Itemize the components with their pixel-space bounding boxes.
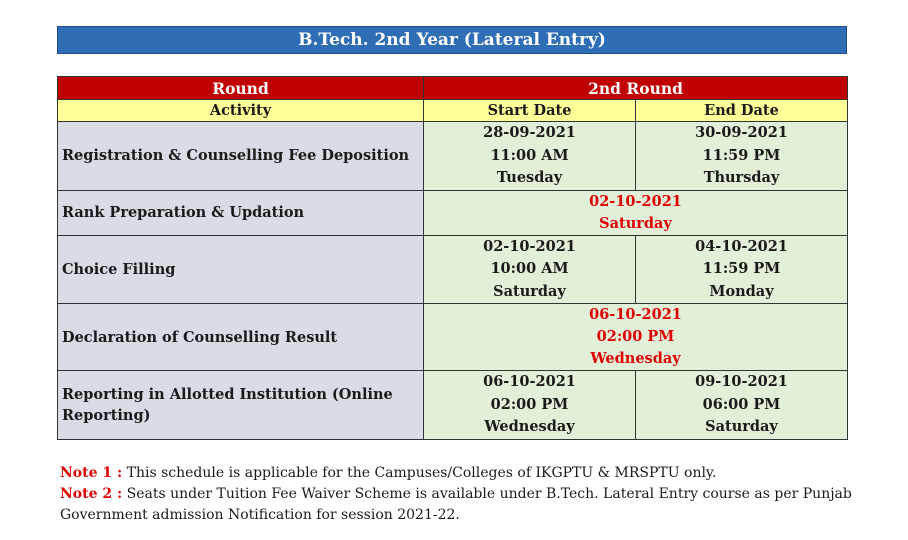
end-date: 30-09-2021	[695, 124, 788, 141]
start-date: 06-10-2021	[483, 373, 576, 390]
start-date: 28-09-2021	[483, 124, 576, 141]
end-day: Saturday	[705, 418, 778, 435]
merged-day: Saturday	[599, 214, 672, 232]
merged-day: Wednesday	[590, 350, 681, 367]
table-row	[58, 235, 848, 304]
end-time: 06:00 PM	[702, 395, 781, 413]
end-date: 09-10-2021	[695, 373, 788, 390]
end-time: 11:59 PM	[702, 260, 781, 277]
end-date-cell	[636, 122, 848, 191]
activity-header: Activity	[58, 100, 424, 122]
merged-time: 02:00 PM	[596, 328, 675, 345]
end-date: 04-10-2021	[695, 237, 788, 255]
round-header-row	[58, 77, 848, 100]
column-header-row	[58, 100, 848, 122]
start-date-cell	[424, 371, 636, 440]
schedule-table	[57, 76, 848, 440]
start-date-cell	[424, 235, 636, 304]
merged-date: 02-10-2021	[589, 192, 682, 210]
start-time: 02:00 PM	[490, 395, 569, 413]
activity-cell: Reporting in Allotted Institution (Online Reporting)	[58, 371, 424, 440]
activity-cell: Registration & Counselling Fee Deposition	[58, 122, 424, 191]
merged-date: 06-10-2021	[589, 306, 682, 323]
activity-cell: Rank Preparation & Updation	[58, 190, 424, 235]
start-date-header: Start Date	[424, 100, 636, 122]
end-day: Monday	[709, 282, 774, 300]
note-2	[60, 484, 860, 526]
end-time: 11:59 PM	[702, 146, 781, 164]
note-label: Note 2 :	[60, 486, 123, 502]
table-row	[58, 371, 848, 440]
end-date-header: End Date	[636, 100, 848, 122]
start-time: 11:00 AM	[490, 146, 569, 164]
activity-cell: Choice Filling	[58, 235, 424, 304]
merged-date-cell	[424, 190, 848, 235]
start-date: 02-10-2021	[483, 237, 576, 255]
start-day: Wednesday	[484, 418, 575, 435]
end-day: Thursday	[703, 169, 780, 186]
start-day: Saturday	[493, 282, 566, 300]
start-time: 10:00 AM	[490, 260, 569, 277]
round-value: 2nd Round	[424, 77, 848, 100]
table-row	[58, 122, 848, 191]
end-date-cell	[636, 371, 848, 440]
merged-date-cell	[424, 304, 848, 371]
note-text: This schedule is applicable for the Campuses/Colleges of IKGPTU & MRSPTU only.	[126, 465, 717, 481]
notes-section	[60, 463, 860, 526]
page-title: B.Tech. 2nd Year (Lateral Entry)	[57, 26, 847, 54]
round-label: Round	[58, 77, 424, 100]
end-date-cell	[636, 235, 848, 304]
start-day: Tuesday	[496, 169, 563, 186]
table-row	[58, 190, 848, 235]
table-row	[58, 304, 848, 371]
start-date-cell	[424, 122, 636, 191]
note-text: Seats under Tuition Fee Waiver Scheme is available under B.Tech. Lateral Entry course as per Punjab Government admission Notification for session 2021-22.	[60, 486, 852, 523]
note-1	[60, 463, 860, 484]
activity-cell: Declaration of Counselling Result	[58, 304, 424, 371]
note-label: Note 1 :	[60, 465, 123, 481]
